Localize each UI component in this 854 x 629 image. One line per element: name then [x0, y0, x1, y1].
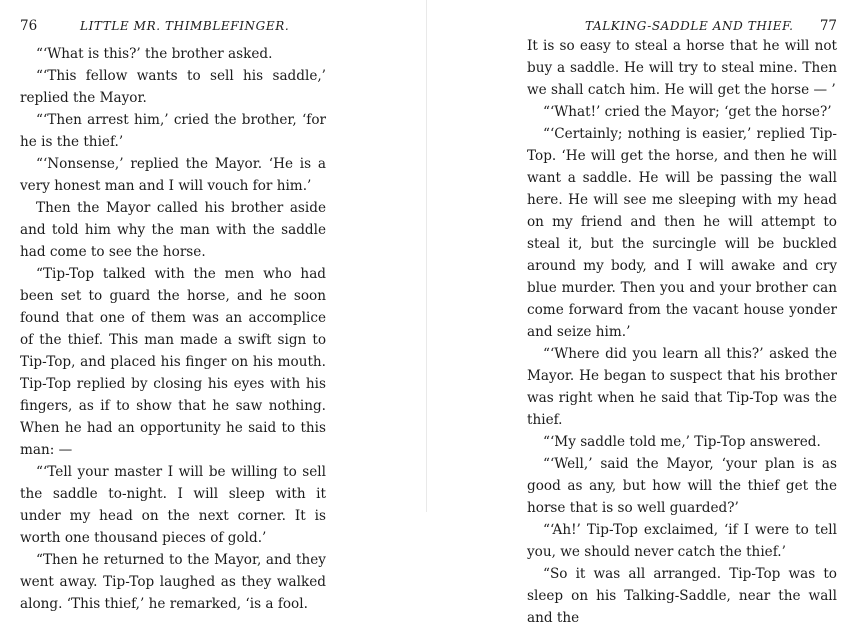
running-head-title-left: LITTLE MR. THIMBLEFINGER.	[80, 19, 290, 33]
left-page	[20, 0, 326, 612]
paragraph: “‘Then arrest him,’ cried the brother, ‘for he is the thief.’	[20, 112, 326, 150]
paragraph: “‘Certainly; nothing is easier,’ replied Tip-Top. ‘He will get the horse, and then he will want a saddle. He will be passing the wall here. He will see me sleeping with my head on my friend and then he will attempt to steal it, but the surcingle will be buckled around my body, and I will awake and cry blue murder. Then you and your brother can come forward from the vacant house yonder and seize him.’	[527, 126, 837, 340]
paragraph: Then the Mayor called his brother aside and told him why the man with the saddle had come to see the horse.	[20, 200, 326, 260]
right-page-body	[527, 35, 837, 629]
page-number-left: 76	[20, 18, 38, 34]
left-page-body	[20, 43, 326, 615]
paragraph: “‘Nonsense,’ replied the Mayor. ‘He is a very honest man and I will vouch for him.’	[20, 156, 326, 194]
paragraph: “‘Ah!’ Tip-Top exclaimed, ‘if I were to tell you, we should never catch the thief.’	[527, 522, 837, 560]
paragraph: “‘What is this?’ the brother asked.	[36, 46, 273, 62]
right-running-head	[527, 16, 837, 36]
right-page	[527, 0, 837, 626]
paragraph: “‘Tell your master I will be willing to sell the saddle to-night. I will sleep with it under my head on the next corner. It is worth one thousand pieces of gold.’	[20, 464, 326, 546]
paragraph: “‘This fellow wants to sell his saddle,’ replied the Mayor.	[20, 68, 326, 106]
paragraph: It is so easy to steal a horse that he will not buy a saddle. He will try to steal mine. Then we shall catch him. He will get the horse — ’	[527, 38, 837, 98]
gutter-divider	[426, 0, 427, 512]
paragraph: “Tip-Top talked with the men who had been set to guard the horse, and he soon found that one of them was an accomplice of the thief. This man made a swift sign to Tip-Top, and placed his finger on his mouth. Tip-Top replied by closing his eyes with his fingers, as if to show that he saw nothing. When he had an opportunity he said to this man: —	[20, 266, 326, 458]
paragraph: “So it was all arranged. Tip-Top was to sleep on his Talking-Saddle, near the wall and the	[527, 566, 837, 626]
paragraph: “‘Well,’ said the Mayor, ‘your plan is as good as any, but how will the thief get the horse that is so well guarded?’	[527, 456, 837, 516]
running-head-title-right: TALKING-SADDLE AND THIEF.	[585, 19, 794, 33]
paragraph: “‘What!’ cried the Mayor; ‘get the horse?’	[543, 104, 832, 120]
paragraph: “‘Where did you learn all this?’ asked the Mayor. He began to suspect that his brother was right when he said that Tip-Top was the thief.	[527, 346, 837, 428]
left-running-head	[20, 16, 326, 36]
page-number-right: 77	[819, 18, 837, 34]
paragraph: “Then he returned to the Mayor, and they went away. Tip-Top laughed as they walked along. ‘This thief,’ he remarked, ‘is a fool.	[20, 552, 326, 612]
paragraph: “‘My saddle told me,’ Tip-Top answered.	[543, 434, 821, 450]
